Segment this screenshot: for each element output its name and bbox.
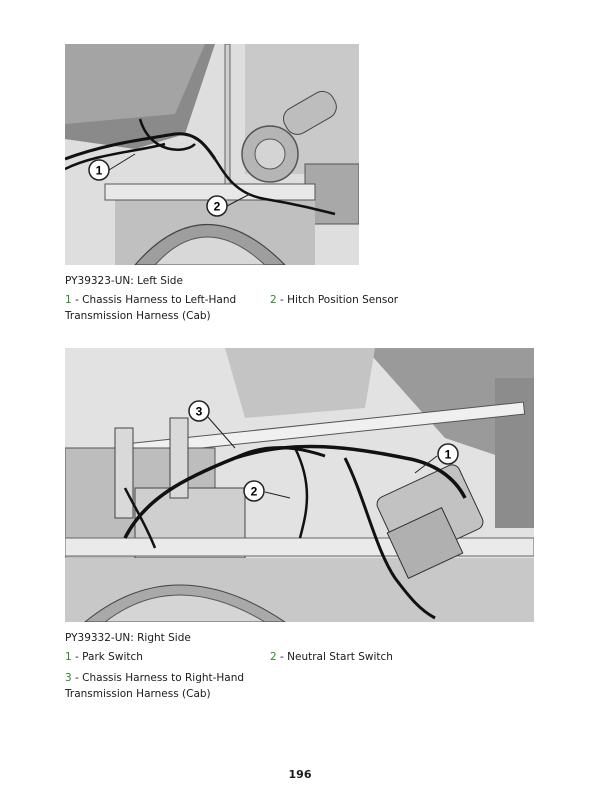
legend-text: Neutral Start Switch — [287, 651, 393, 663]
legend-text: Chassis Harness to Left-Hand — [82, 294, 237, 306]
page-number: 196 — [288, 768, 312, 781]
callout-2: 2 — [213, 199, 221, 214]
legend-item: 1 - Chassis Harness to Left-Hand Transmission Harness (Cab) — [65, 294, 237, 322]
legend-text: Park Switch — [82, 651, 143, 663]
legend-text: Chassis Harness to Right-Hand — [82, 672, 245, 684]
callout-1: 1 — [95, 163, 103, 178]
legend-item: 2 - Hitch Position Sensor — [270, 294, 399, 306]
legend-text-continued: Transmission Harness (Cab) — [65, 688, 211, 700]
figure-caption: PY39332-UN: Right Side — [65, 632, 191, 644]
legend-text: Hitch Position Sensor — [287, 294, 399, 306]
legend-number: 2 — [270, 651, 277, 663]
legend-item: 3 - Chassis Harness to Right-Hand Transmission Harness (Cab) — [65, 672, 245, 700]
figure-caption: PY39323-UN: Left Side — [65, 275, 183, 287]
callout-1: 1 — [444, 447, 452, 462]
legend-number: 1 — [65, 651, 72, 663]
figure-right-side-image — [65, 348, 534, 622]
figure-left-side-image — [65, 44, 359, 265]
legend-text-continued: Transmission Harness (Cab) — [65, 310, 211, 322]
legend-number: 1 — [65, 294, 72, 306]
callout-3: 3 — [195, 404, 203, 419]
callout-2: 2 — [250, 484, 258, 499]
legend-item: 1 - Park Switch — [65, 651, 143, 663]
legend-number: 2 — [270, 294, 277, 306]
legend-item: 2 - Neutral Start Switch — [270, 651, 393, 663]
left-side-illustration — [65, 44, 359, 265]
right-side-illustration — [65, 348, 534, 622]
legend-number: 3 — [65, 672, 72, 684]
